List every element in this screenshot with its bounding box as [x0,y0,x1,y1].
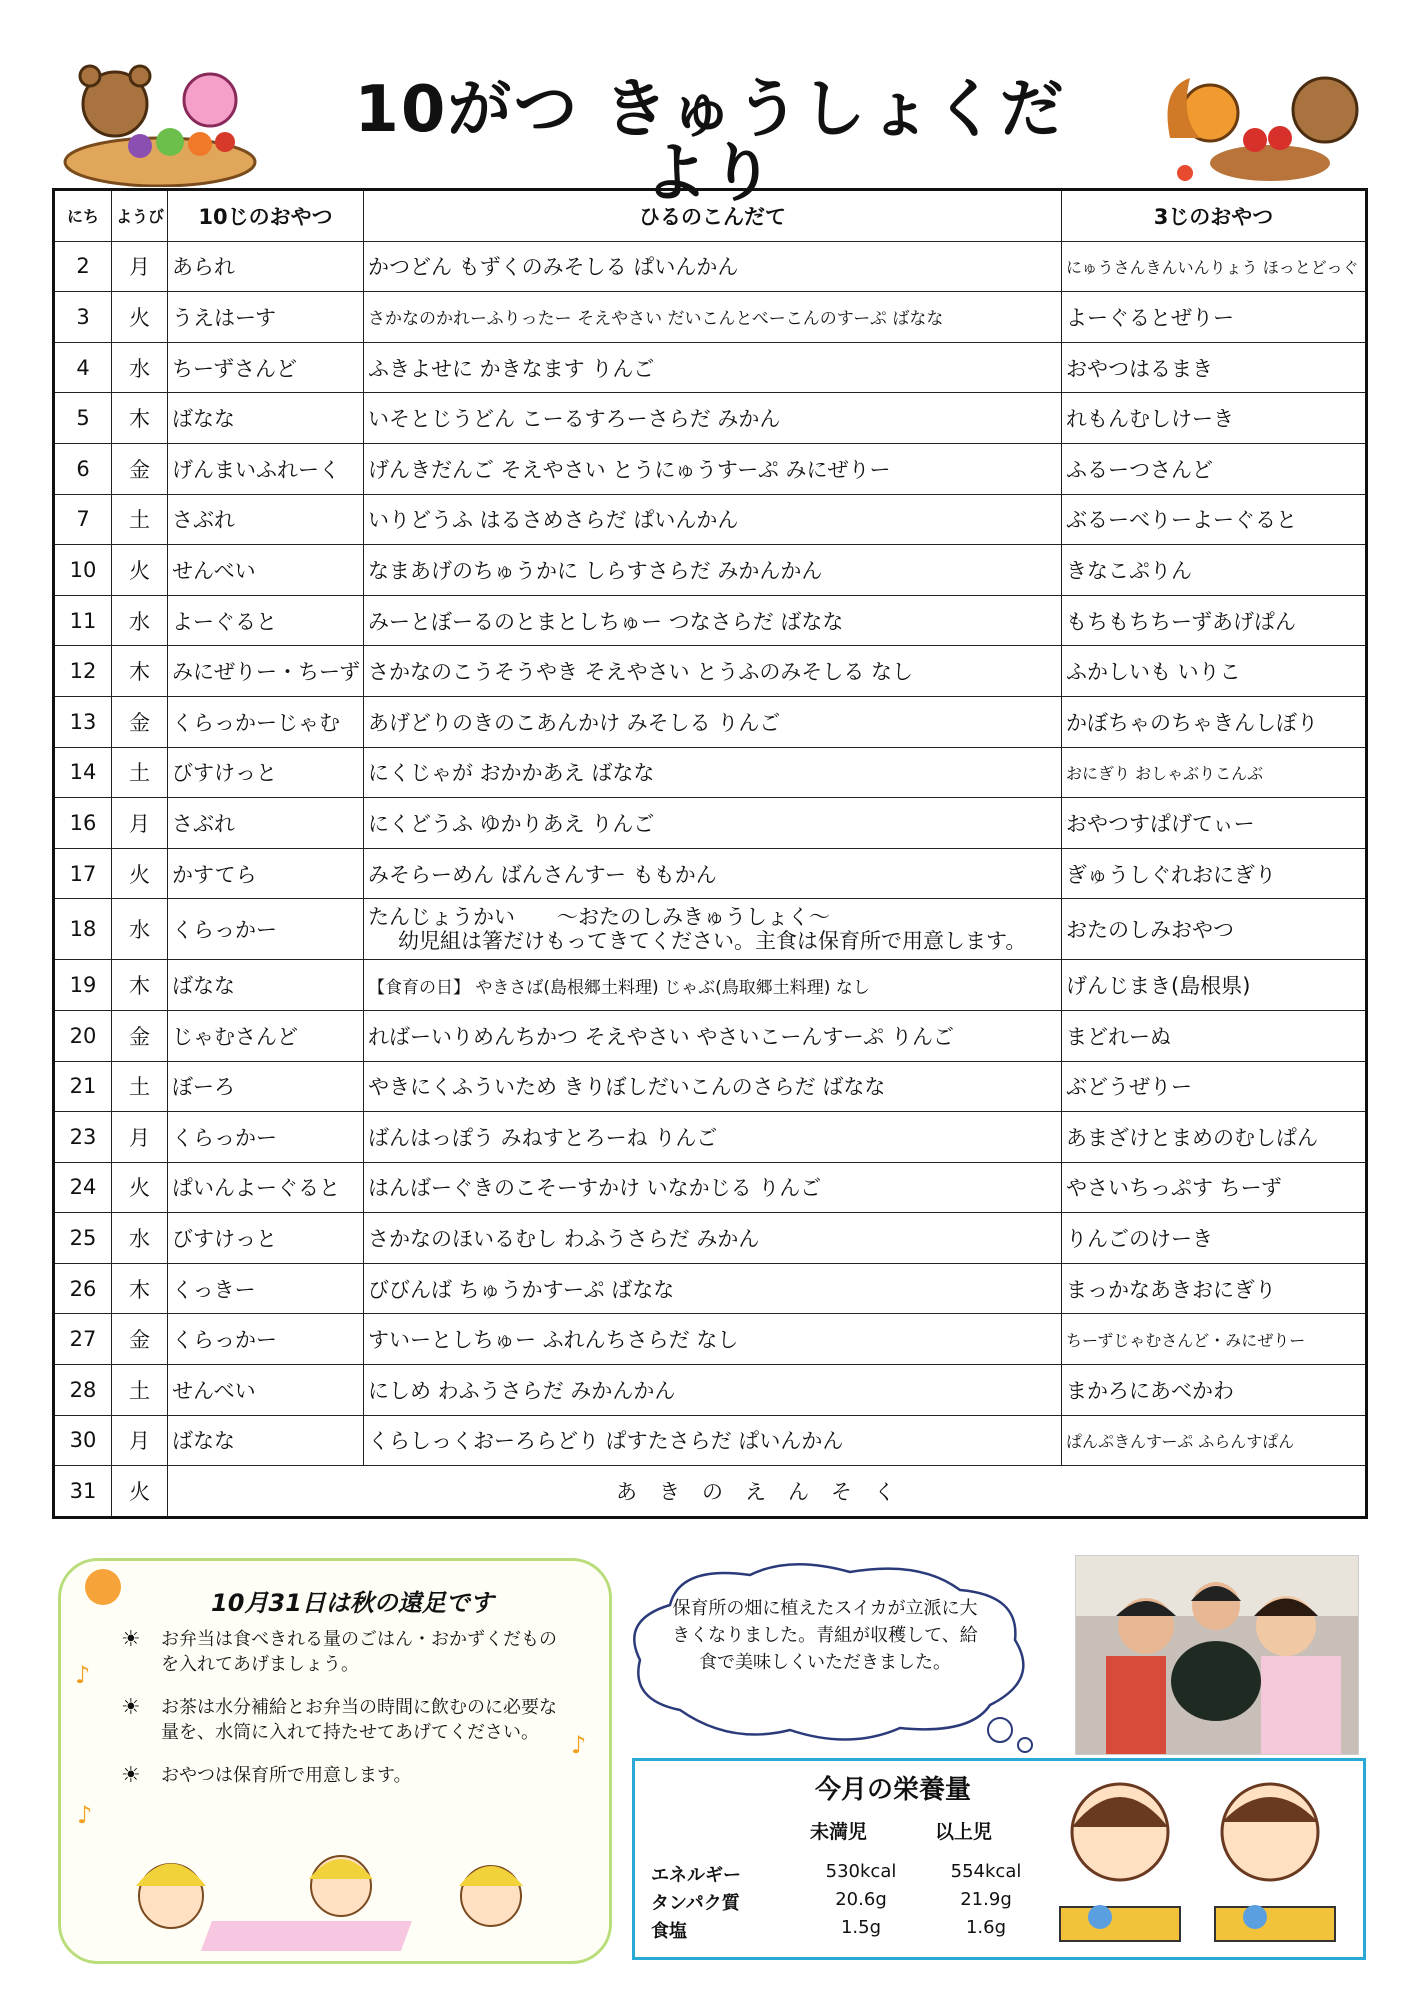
table-row [54,1010,1367,1061]
cell-lunch: ふきよせに かきなます りんご [364,342,1062,393]
sun-bullet-icon: ☀ [121,1695,141,1720]
cloud-message: 保育所の畑に植えたスイカが立派に大きくなりました。青組が収穫して、給食で美味しくいただきました。 [672,1598,978,1673]
table-row [54,595,1367,646]
cell-weekday: 木 [112,960,168,1011]
table-row [54,1112,1367,1163]
cell-lunch: びびんば ちゅうかすーぷ ばなな [364,1263,1062,1314]
cell-pm-snack: げんじまき(島根県) [1062,960,1367,1011]
nutrition-label: エネルギー [651,1865,741,1886]
nutrition-label: タンパク質 [651,1893,740,1914]
cell-pm-snack: かぼちゃのちゃきんしぼり [1062,696,1367,747]
cell-day: 28 [54,1365,112,1416]
nutrition-value: 1.6g [965,1917,1007,1938]
cell-am-snack: じゃむさんど [168,1010,364,1061]
cell-pm-snack: よーぐるとぜりー [1062,292,1367,343]
cell-pm-snack: ぱんぷきんすーぷ ふらんすぱん [1062,1415,1367,1466]
cell-am-snack: よーぐると [168,595,364,646]
squirrel-bear-apple-illustration [1160,68,1375,186]
cell-weekday: 金 [112,696,168,747]
list-item [121,1763,561,1788]
cell-am-snack: せんべい [168,1365,364,1416]
cell-lunch: 【食育の日】 やきさば(島根郷土料理) じゃぶ(鳥取郷土料理) なし [364,960,1062,1011]
cell-lunch: さかなのほいるむし わふうさらだ みかん [364,1213,1062,1264]
cell-pm-snack: ちーずじゃむさんど・みにぜりー [1062,1314,1367,1365]
table-row [54,1213,1367,1264]
table-row [54,545,1367,596]
music-note-icon: ♪ [571,1731,587,1759]
cell-lunch: いそとじうどん こーるすろーさらだ みかん [364,393,1062,444]
cell-pm-snack: ふかしいも いりこ [1062,646,1367,697]
excursion-title: 10月31日は秋の遠足です [211,1589,494,1617]
cell-pm-snack: あまざけとまめのむしぱん [1062,1112,1367,1163]
nutrition-col-under3: 未満児 [810,1821,868,1843]
cell-lunch: すいーとしちゅー ふれんちさらだ なし [364,1314,1062,1365]
cell-am-snack: ばなな [168,960,364,1011]
cell-pm-snack: りんごのけーき [1062,1213,1367,1264]
cell-pm-snack: にゅうさんきんいんりょう ほっとどっぐ [1062,241,1367,292]
nutrition-col-over3: 以上児 [935,1821,993,1843]
music-note-icon: ♪ [77,1801,93,1829]
table-row [54,1365,1367,1416]
cell-day: 6 [54,443,112,494]
cell-weekday: 土 [112,747,168,798]
sun-bullet-icon: ☀ [121,1627,141,1652]
sun-bullet-icon: ☀ [121,1763,141,1788]
cell-am-snack: みにぜりー・ちーず [168,646,364,697]
cell-weekday: 月 [112,1415,168,1466]
cell-lunch: くらしっくおーろらどり ぱすたさらだ ぱいんかん [364,1415,1062,1466]
cell-am-snack: くらっかーじゃむ [168,696,364,747]
table-row [54,798,1367,849]
table-row [54,292,1367,343]
nutrition-value: 530kcal [825,1861,897,1882]
cell-day: 18 [54,899,112,960]
cell-lunch: はんばーぐきのこそーすかけ いなかじる りんご [364,1162,1062,1213]
cell-day: 30 [54,1415,112,1466]
cell-lunch [364,899,1062,960]
cell-weekday: 金 [112,1314,168,1365]
music-note-icon: ♪ [75,1661,91,1689]
cell-weekday: 月 [112,241,168,292]
table-row [54,899,1367,960]
cell-pm-snack: まどれーぬ [1062,1010,1367,1061]
cell-am-snack: びすけっと [168,1213,364,1264]
cell-day: 25 [54,1213,112,1264]
excursion-notice [58,1558,612,1964]
cell-weekday: 火 [112,545,168,596]
cell-day: 19 [54,960,112,1011]
table-row [54,646,1367,697]
page-title: 10がつ きゅうしょくだより [354,73,1066,211]
cell-am-snack: ばなな [168,1415,364,1466]
table-row [54,342,1367,393]
cell-day: 24 [54,1162,112,1213]
table-row [54,848,1367,899]
cell-pm-snack: おたのしみおやつ [1062,899,1367,960]
cell-pm-snack: ぶるーべりーよーぐると [1062,494,1367,545]
picnic-children-illustration [91,1841,591,1961]
excursion-bullets [121,1627,561,1806]
cell-weekday: 水 [112,1213,168,1264]
cell-am-snack: さぶれ [168,798,364,849]
header-lunch: ひるのこんだて [364,190,1062,242]
cell-day: 27 [54,1314,112,1365]
table-row [54,1061,1367,1112]
cell-am-snack: ちーずさんど [168,342,364,393]
cell-day: 17 [54,848,112,899]
table-row [54,696,1367,747]
cell-am-snack: くらっかー [168,1112,364,1163]
nutrition-value: 21.9g [960,1889,1012,1910]
cell-day: 23 [54,1112,112,1163]
menu-table-body [54,241,1367,1517]
cell-weekday: 木 [112,1263,168,1314]
cell-am-snack: ばなな [168,393,364,444]
cell-weekday: 木 [112,646,168,697]
cell-lunch: みーとぼーるのとまとしちゅー つなさらだ ばなな [364,595,1062,646]
photo-image [1076,1556,1358,1754]
nutrition-title: 今月の栄養量 [815,1775,972,1805]
cell-am-snack: びすけっと [168,747,364,798]
cell-day: 12 [54,646,112,697]
table-header-row [54,190,1367,242]
cell-day: 13 [54,696,112,747]
cell-lunch: にしめ わふうさらだ みかんかん [364,1365,1062,1416]
table-row [54,494,1367,545]
lunch-line: 幼児組は箸だけもってきてください。主食は保育所で用意します。 [398,929,1027,954]
nutrition-label: 食塩 [651,1921,687,1942]
cell-lunch: みそらーめん ばんさんすー ももかん [364,848,1062,899]
cell-lunch: ばんはっぽう みねすとろーね りんご [364,1112,1062,1163]
cell-weekday: 金 [112,443,168,494]
cell-lunch: さかなのこうそうやき そえやさい とうふのみそしる なし [364,646,1062,697]
nutrition-value: 1.5g [840,1917,882,1938]
cell-day: 11 [54,595,112,646]
cell-lunch: なまあげのちゅうかに しらすさらだ みかんかん [364,545,1062,596]
cell-am-snack: くらっかー [168,899,364,960]
cell-lunch: にくどうふ ゆかりあえ りんご [364,798,1062,849]
cell-day: 2 [54,241,112,292]
cell-pm-snack: まかろにあべかわ [1062,1365,1367,1416]
cell-event: あきのえんそく [168,1466,1367,1518]
cell-day: 4 [54,342,112,393]
table-row [54,393,1367,444]
cell-lunch: げんきだんご そえやさい とうにゅうすーぷ みにぜりー [364,443,1062,494]
cell-pm-snack: おやつはるまき [1062,342,1367,393]
cell-pm-snack: ぎゅうしぐれおにぎり [1062,848,1367,899]
sun-icon [73,1557,133,1617]
cell-day: 5 [54,393,112,444]
nutrition-box [632,1758,1366,1960]
cell-pm-snack: ふるーつさんど [1062,443,1367,494]
cell-am-snack: げんまいふれーく [168,443,364,494]
cell-pm-snack: やさいちっぷす ちーず [1062,1162,1367,1213]
cell-weekday: 月 [112,1112,168,1163]
cell-weekday: 土 [112,494,168,545]
animals-harvest-basket-illustration [60,62,260,187]
lunch-line: たんじょうかい ～おたのしみきゅうしょく～ [368,905,830,930]
cell-day: 26 [54,1263,112,1314]
menu-table [52,188,1368,1519]
cell-am-snack: あられ [168,241,364,292]
cell-lunch: やきにくふういため きりぼしだいこんのさらだ ばなな [364,1061,1062,1112]
cell-day: 16 [54,798,112,849]
cell-lunch: いりどうふ はるさめさらだ ぱいんかん [364,494,1062,545]
header-weekday: ようび [112,190,168,242]
nutrition-value: 20.6g [835,1889,887,1910]
cell-weekday: 月 [112,798,168,849]
cell-pm-snack: れもんむしけーき [1062,393,1367,444]
cell-day: 21 [54,1061,112,1112]
cell-pm-snack: おやつすぱげてぃー [1062,798,1367,849]
cell-weekday: 火 [112,1466,168,1518]
cell-weekday: 火 [112,292,168,343]
excursion-item-text: お弁当は食べきれる量のごはん・おかずくだものを入れてあげましょう。 [161,1629,557,1675]
nutrition-value: 554kcal [950,1861,1022,1882]
cell-pm-snack: ぶどうぜりー [1062,1061,1367,1112]
cell-weekday: 水 [112,899,168,960]
table-row [54,1314,1367,1365]
cell-am-snack: かすてら [168,848,364,899]
children-watermelon-photo [1075,1555,1359,1755]
cell-lunch: あげどりのきのこあんかけ みそしる りんご [364,696,1062,747]
table-row [54,960,1367,1011]
cell-lunch: にくじゃが おかかあえ ばなな [364,747,1062,798]
cell-weekday: 火 [112,1162,168,1213]
cell-lunch: ればーいりめんちかつ そえやさい やさいこーんすーぷ りんご [364,1010,1062,1061]
header [0,0,1415,211]
excursion-item-text: お茶は水分補給とお弁当の時間に飲むのに必要な量を、水筒に入れて持たせてあげてください。 [161,1697,557,1743]
table-row [54,1466,1367,1518]
cell-pm-snack: おにぎり おしゃぶりこんぶ [1062,747,1367,798]
cell-day: 31 [54,1466,112,1518]
cell-weekday: 金 [112,1010,168,1061]
cell-am-snack: せんべい [168,545,364,596]
cell-day: 20 [54,1010,112,1061]
cell-weekday: 木 [112,393,168,444]
list-item [121,1695,561,1745]
cell-day: 3 [54,292,112,343]
cell-day: 10 [54,545,112,596]
table-row [54,747,1367,798]
cell-weekday: 土 [112,1061,168,1112]
cell-am-snack: さぶれ [168,494,364,545]
list-item [121,1627,561,1677]
cell-am-snack: ぼーろ [168,1061,364,1112]
table-row [54,1415,1367,1466]
cell-pm-snack: もちもちちーずあげぱん [1062,595,1367,646]
header-day: にち [54,190,112,242]
cell-weekday: 火 [112,848,168,899]
table-row [54,1162,1367,1213]
header-am-snack: 10じのおやつ [168,190,364,242]
table-row [54,443,1367,494]
table-row [54,1263,1367,1314]
cell-weekday: 水 [112,595,168,646]
cell-pm-snack: まっかなあきおにぎり [1062,1263,1367,1314]
cell-day: 7 [54,494,112,545]
cell-weekday: 水 [112,342,168,393]
cell-am-snack: くっきー [168,1263,364,1314]
cell-day: 14 [54,747,112,798]
header-pm-snack: 3じのおやつ [1062,190,1367,242]
table-row [54,241,1367,292]
cell-lunch: さかなのかれーふりったー そえやさい だいこんとべーこんのすーぷ ばなな [364,292,1062,343]
cell-am-snack: くらっかー [168,1314,364,1365]
cell-am-snack: うえはーす [168,292,364,343]
cell-lunch: かつどん もずくのみそしる ぱいんかん [364,241,1062,292]
cell-weekday: 土 [112,1365,168,1416]
cell-am-snack: ぱいんよーぐると [168,1162,364,1213]
excursion-item-text: おやつは保育所で用意します。 [161,1765,412,1786]
eating-children-illustration [1040,1767,1355,1949]
cell-pm-snack: きなこぷりん [1062,545,1367,596]
